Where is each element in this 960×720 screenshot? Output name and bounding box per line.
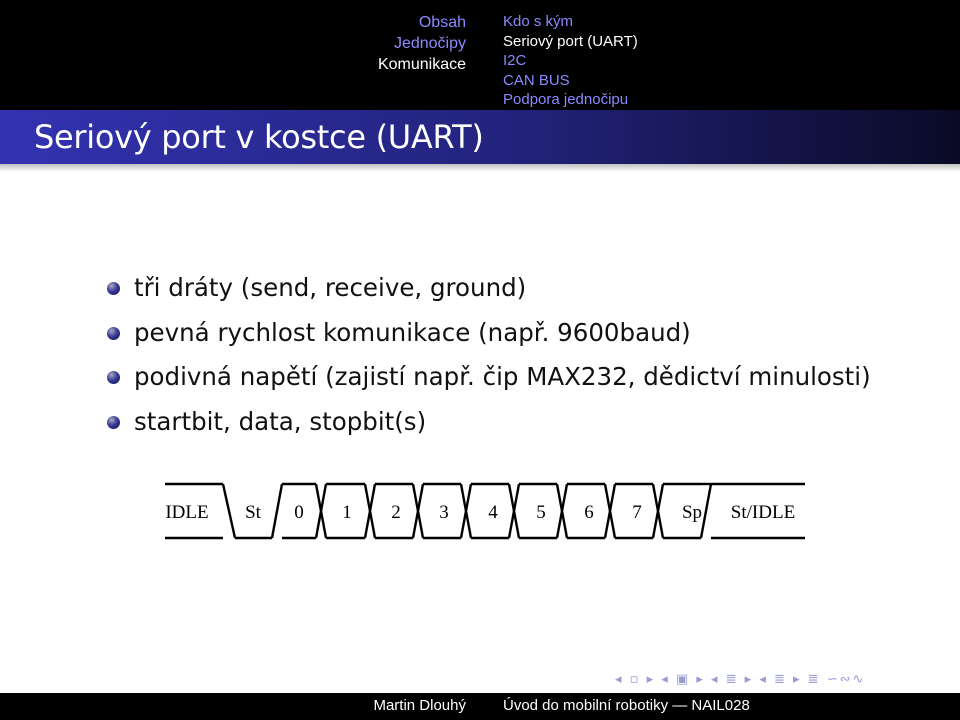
nav-section-jednocipy[interactable]: Jednočipy — [393, 35, 466, 52]
diagram-label-bit-5: 5 — [536, 502, 546, 523]
bullet-icon — [107, 416, 120, 429]
bullet-icon — [107, 327, 120, 340]
diagram-label-bit-2: 2 — [391, 502, 401, 523]
footer-author: Martin Dlouhý — [373, 697, 466, 714]
bullet-item — [106, 311, 871, 356]
bullet-icon — [107, 371, 120, 384]
diagram-label-stop: Sp — [681, 502, 703, 523]
nav-subsection-can-bus[interactable]: CAN BUS — [503, 71, 570, 89]
diagram-label-start-idle: St/IDLE — [730, 502, 796, 523]
slide-title: Seriový port v kostce (UART) — [34, 118, 484, 156]
bullet-icon — [107, 282, 120, 295]
diagram-label-bit-3: 3 — [439, 502, 449, 523]
footer-bar — [0, 693, 960, 720]
nav-subsection-podpora-jednocipu[interactable]: Podpora jednočipu — [503, 91, 629, 108]
diagram-label-idle: IDLE — [165, 502, 209, 523]
subsection-nav — [503, 12, 638, 110]
slide-title-bar — [0, 110, 960, 164]
diagram-label-start: St — [245, 502, 261, 523]
diagram-label-bit-6: 6 — [584, 502, 594, 523]
bullet-item — [106, 400, 871, 445]
bullet-text: podivná napětí (zajistí např. čip MAX232, dědictví minulosti) — [134, 362, 871, 391]
beamer-navigation-controls[interactable]: ◂ ▫ ▸ ◂ ▣ ▸ ◂ ≣ ▸ ◂ ≣ ▸ ≣ ∽∾∿ — [615, 672, 866, 687]
uart-waveform — [165, 484, 805, 538]
footer-course: Úvod do mobilní robotiky — NAIL028 — [503, 697, 750, 714]
bullet-text: tři dráty (send, receive, ground) — [134, 273, 527, 302]
bullet-text: startbit, data, stopbit(s) — [134, 406, 427, 436]
bullet-item — [106, 266, 871, 311]
bullet-item — [106, 355, 871, 400]
top-navigation-bar — [0, 0, 960, 110]
bullet-list — [106, 266, 871, 444]
title-shadow — [0, 164, 960, 172]
diagram-label-bit-0: 0 — [294, 502, 304, 523]
uart-frame-diagram — [160, 478, 810, 546]
section-nav — [0, 12, 466, 75]
nav-section-komunikace[interactable]: Komunikace — [377, 56, 466, 73]
nav-subsection-seriovy-port[interactable]: Seriový port (UART) — [503, 32, 638, 50]
bullet-text: pevná rychlost komunikace (např. 9600baud) — [134, 317, 691, 347]
nav-subsection-i2c[interactable]: I2C — [503, 52, 527, 69]
nav-subsection-kdo-s-kym[interactable]: Kdo s kým — [503, 13, 574, 30]
diagram-label-bit-1: 1 — [342, 502, 352, 523]
nav-section-obsah[interactable]: Obsah — [418, 14, 466, 31]
diagram-label-bit-4: 4 — [488, 502, 498, 523]
diagram-label-bit-7: 7 — [632, 502, 642, 523]
